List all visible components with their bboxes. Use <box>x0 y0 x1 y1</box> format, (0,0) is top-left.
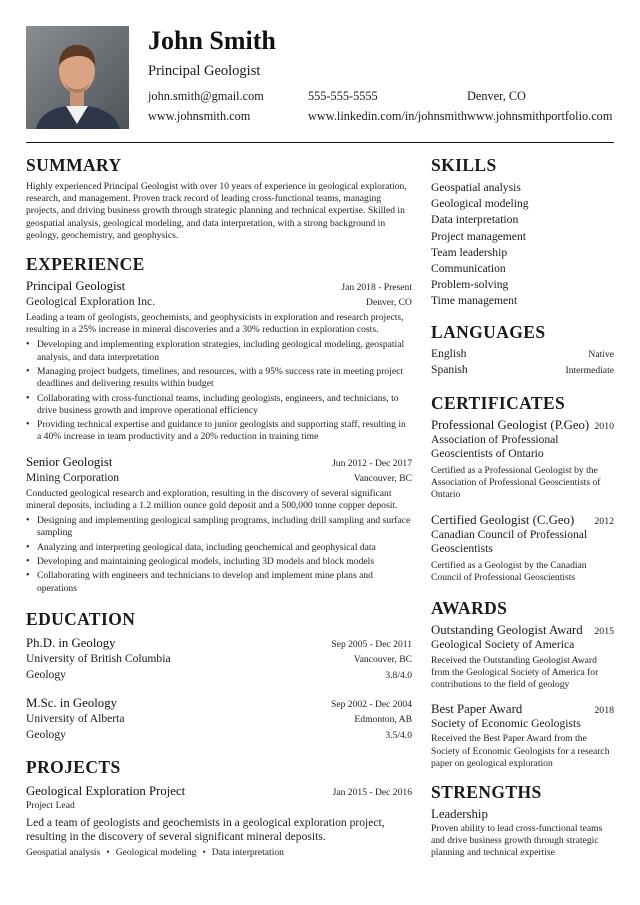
skill-item: Project management <box>431 229 526 243</box>
certificate-item <box>431 417 614 501</box>
job-dates: Jun 2012 - Dec 2017 <box>332 457 412 469</box>
list-item: • Analyzing and interpreting geological data, including geochemical and geophysical data <box>26 542 412 554</box>
languages-heading: LANGUAGES <box>431 321 546 342</box>
language-row <box>431 347 614 363</box>
skill-item: Team leadership <box>431 245 508 259</box>
portfolio-link[interactable]: www.johnsmithportfolio.com <box>467 109 613 123</box>
strength-name: Leadership <box>431 807 488 822</box>
certificates-section <box>431 393 614 584</box>
skill-item: Data interpretation <box>431 213 519 227</box>
skills-section <box>431 155 614 310</box>
tag-separator: • <box>106 847 110 858</box>
experience-item <box>26 278 412 444</box>
skill-item: Communication <box>431 262 506 276</box>
degree-name: M.Sc. in Geology <box>26 695 117 710</box>
project-tag: Geospatial analysis <box>26 847 101 858</box>
list-item: • Developing and maintaining geological models, including 3D models and block models <box>26 556 412 568</box>
award-issuer: Geological Society of America <box>431 638 575 652</box>
tag-separator: • <box>202 847 206 858</box>
awards-heading: AWARDS <box>431 598 508 619</box>
education-item <box>26 695 412 743</box>
phone-number[interactable]: 555-555-5555 <box>308 89 378 103</box>
skill-item: Time management <box>431 294 518 308</box>
profile-photo <box>26 26 129 129</box>
certificate-description: Certified as a Professional Geologist by the Association of Professional Geoscientists of Ontario <box>431 464 601 500</box>
skills-heading: SKILLS <box>431 155 497 175</box>
projects-section <box>26 757 412 858</box>
award-item <box>431 701 614 770</box>
project-name: Geological Exploration Project <box>26 783 186 798</box>
job-role: Principal Geologist <box>26 279 126 294</box>
strengths-heading: STRENGTHS <box>431 782 542 803</box>
school-name: University of British Columbia <box>26 651 171 665</box>
field-of-study: Geology <box>26 727 66 741</box>
languages-section <box>431 322 614 379</box>
certificate-description: Certified as a Geologist by the Canadian Council of Professional Geoscientists <box>431 559 587 583</box>
job-location: Vancouver, BC <box>353 472 412 484</box>
certificate-item <box>431 512 614 584</box>
job-dates: Jan 2018 - Present <box>341 282 412 294</box>
project-role: Project Lead <box>26 799 75 811</box>
right-column <box>431 155 614 860</box>
certificate-year: 2012 <box>594 516 614 528</box>
location-text: Denver, CO <box>467 89 526 103</box>
experience-heading: EXPERIENCE <box>26 254 145 275</box>
project-tag: Geological modeling <box>115 847 197 858</box>
certificate-year: 2010 <box>594 421 614 432</box>
school-location: Vancouver, BC <box>353 653 412 665</box>
school-name: University of Alberta <box>26 711 125 725</box>
list-item: • Collaborating with cross-functional teams, including geologists, engineers, and technicians, to drive business growth and improve operational efficiency <box>26 393 412 417</box>
gpa: 3.8/4.0 <box>385 669 412 681</box>
list-item: • Developing and implementing exploration strategies, including geological modeling, geospatial analysis, and data interpretation <box>26 339 412 363</box>
award-name: Best Paper Award <box>431 701 523 716</box>
job-company: Mining Corporation <box>26 470 120 484</box>
certificate-issuer: Canadian Council of Professional Geoscientists <box>431 528 588 555</box>
award-item <box>431 622 614 691</box>
strength-description: Proven ability to lead cross-functional teams and drive business growth through strategic planning and technical expertise <box>431 823 603 859</box>
website-link[interactable]: www.johnsmith.com <box>148 109 251 123</box>
award-description: Received the Outstanding Geologist Award from the Geological Society of America for contributions to the field of geology <box>431 655 599 691</box>
degree-dates: Sep 2005 - Dec 2011 <box>331 638 412 650</box>
skill-item: Problem-solving <box>431 278 509 292</box>
project-tags <box>26 847 412 858</box>
summary-heading: SUMMARY <box>26 155 122 175</box>
experience-section <box>26 254 412 595</box>
language-level: Intermediate <box>565 364 614 376</box>
job-bullets <box>26 515 412 595</box>
award-name: Outstanding Geologist Award <box>431 623 583 638</box>
certificate-name: Professional Geologist (P.Geo) <box>431 418 590 432</box>
education-section <box>26 609 412 743</box>
list-item: • Designing and implementing geological sampling programs, including drill sampling and surface sampling <box>26 515 412 539</box>
header-divider <box>26 142 614 143</box>
skill-item: Geological modeling <box>431 197 529 211</box>
job-role: Senior Geologist <box>26 454 113 469</box>
award-year: 2015 <box>594 626 614 638</box>
candidate-title: Principal Geologist <box>148 63 261 79</box>
awards-section <box>431 598 614 770</box>
education-heading: EDUCATION <box>26 608 136 629</box>
school-location: Edmonton, AB <box>354 713 412 725</box>
summary-section <box>26 155 412 242</box>
project-dates: Jan 2015 - Dec 2016 <box>332 786 412 798</box>
candidate-name: John Smith <box>148 26 276 55</box>
summary-text: Highly experienced Principal Geologist with over 10 years of experience in geological exploration, research, and management. Proven track record of leading cross-functional teams, managing projects, and driving business growth through strategic planning and technical expertise. Skilled in geospatial analysis, geological modeling, and data interpretation, with a strong background in geology, geochemistry, and geophysics. <box>26 181 407 241</box>
award-issuer: Society of Economic Geologists <box>431 716 581 730</box>
language-level: Native <box>588 348 614 360</box>
job-description: Conducted geological research and exploration, resulting in the discovery of several significant mineral deposits, including a 1.2 million ounce gold deposit and a 500,000 tonne copper deposit. <box>26 487 398 511</box>
certificates-heading: CERTIFICATES <box>431 393 566 413</box>
job-company: Geological Exploration Inc. <box>26 295 156 309</box>
list-item: • Providing technical expertise and guidance to junior geologists and supporting staff, resulting in a 40% increase in team productivity and a 20% reduction in training time <box>26 419 412 443</box>
gpa: 3.5/4.0 <box>385 729 412 741</box>
job-location: Denver, CO <box>366 297 412 309</box>
linkedin-link[interactable]: www.linkedin.com/in/johnsmith <box>308 109 468 123</box>
person-portrait-icon <box>26 26 129 129</box>
email-link[interactable]: john.smith@gmail.com <box>148 89 264 103</box>
strengths-section <box>431 782 614 860</box>
award-year: 2018 <box>594 704 614 716</box>
language-name: English <box>431 346 467 360</box>
job-description: Leading a team of geologists, geochemists, and geophysicists in exploration and research projects, resulting in a 25% increase in mineral discoveries and a 30% reduction in exploration costs. <box>26 312 404 336</box>
certificate-name: Certified Geologist (C.Geo) <box>431 513 575 528</box>
field-of-study: Geology <box>26 667 66 681</box>
job-bullets <box>26 339 412 443</box>
left-column <box>26 155 412 858</box>
resume-header <box>26 26 614 130</box>
degree-name: Ph.D. in Geology <box>26 635 116 650</box>
award-description: Received the Best Paper Award from the Society of Economic Geologists for a research paper on geological exploration <box>431 733 610 769</box>
experience-item <box>26 454 412 595</box>
project-tag: Data interpretation <box>211 847 284 858</box>
list-item: • Managing project budgets, timelines, and resources, with a 95% success rate in meeting project deadlines and delivering results within budget <box>26 366 412 390</box>
strength-item <box>431 806 614 860</box>
project-item <box>26 783 412 858</box>
project-description: Led a team of geologists and geochemists in a geological exploration project, resulting in the discovery of several significant mineral deposits. <box>26 816 385 843</box>
list-item: • Collaborating with engineers and technicians to develop and implement mine plans and operations <box>26 570 412 594</box>
education-item <box>26 635 412 683</box>
skill-item: Geospatial analysis <box>431 181 521 194</box>
projects-heading: PROJECTS <box>26 756 121 777</box>
language-row <box>431 363 614 379</box>
degree-dates: Sep 2002 - Dec 2004 <box>331 698 412 710</box>
language-name: Spanish <box>431 362 468 376</box>
certificate-issuer: Association of Professional Geoscientists of Ontario <box>431 433 559 460</box>
